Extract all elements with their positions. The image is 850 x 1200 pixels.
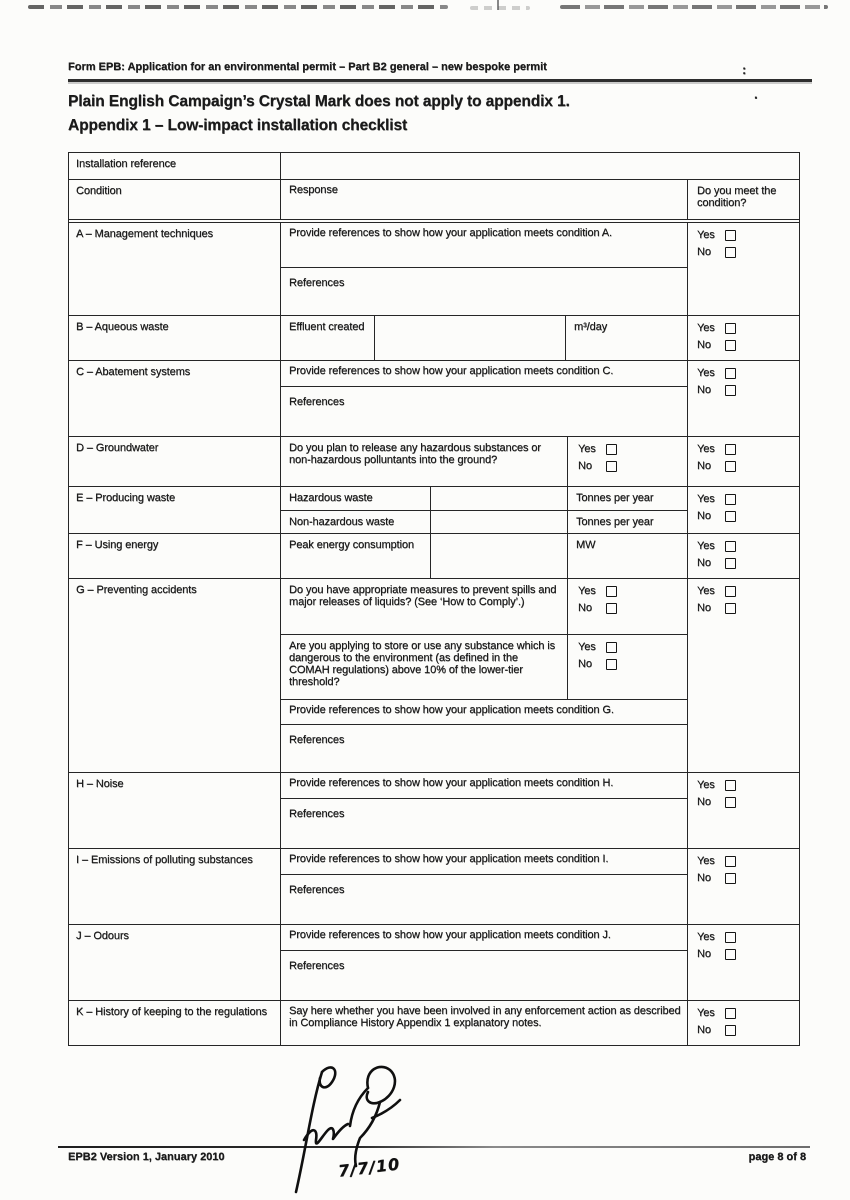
row-g-q1-yesno	[567, 579, 687, 634]
yes-label: Yes	[697, 322, 715, 334]
references-label: References	[289, 277, 345, 289]
yes-checkbox[interactable]	[725, 1008, 736, 1019]
installation-reference-value[interactable]	[281, 153, 799, 179]
row-h-references-cell[interactable]	[281, 798, 687, 848]
yes-checkbox[interactable]	[725, 230, 736, 241]
condition-e: E – Producing waste	[69, 487, 281, 533]
peak-energy-label: Peak energy consumption	[281, 534, 431, 578]
row-a-prompt: Provide references to show how your application meets condition A.	[289, 227, 612, 239]
row-d-meet-cell	[687, 437, 799, 486]
row-d-question: Do you plan to release any hazardous substances or non-hazardous polluntants into the ground?	[289, 442, 541, 466]
yes-checkbox[interactable]	[725, 780, 736, 791]
row-i-prompt-cell	[281, 849, 687, 874]
peak-energy-value-cell[interactable]	[431, 534, 567, 578]
yes-label: Yes	[697, 229, 715, 241]
row-f	[69, 533, 799, 578]
references-label: References	[289, 808, 345, 820]
appendix-title: Appendix 1 – Low-impact installation checklist	[68, 117, 408, 134]
form-header: Form EPB: Application for an environmental permit – Part B2 general – new bespoke permit	[68, 61, 547, 73]
yes-checkbox[interactable]	[725, 368, 736, 379]
row-i-prompt: Provide references to show how your application meets condition I.	[289, 853, 609, 865]
no-label: No	[697, 1024, 711, 1036]
scan-noise-tick	[497, 0, 499, 10]
condition-h: H – Noise	[69, 773, 281, 848]
row-k-prompt: Say here whether you have been involved in any enforcement action as described in Compliance History Appendix 1 explanatory notes.	[289, 1005, 681, 1029]
meet-yesno	[697, 540, 795, 569]
row-a-references-cell[interactable]	[281, 267, 687, 315]
no-checkbox[interactable]	[725, 247, 736, 258]
meet-column-header: Do you meet the condition?	[687, 180, 799, 219]
no-checkbox[interactable]	[725, 385, 736, 396]
hazardous-waste-unit: Tonnes per year	[567, 487, 687, 510]
footer-version: EPB2 Version 1, January 2010	[68, 1151, 225, 1163]
peak-energy-unit: MW	[567, 534, 687, 578]
yes-checkbox[interactable]	[725, 932, 736, 943]
non-hazardous-waste-label: Non-hazardous waste	[281, 511, 431, 533]
no-label: No	[697, 384, 711, 396]
references-label: References	[289, 960, 345, 972]
checklist-table	[68, 152, 800, 1046]
scan-artifact-dot: ·	[754, 90, 759, 105]
non-hazardous-waste-value-cell[interactable]	[431, 511, 567, 533]
row-g-question1: Do you have appropriate measures to prevent spills and major releases of liquids? (See ‘How to Comply’.)	[289, 584, 557, 608]
no-checkbox[interactable]	[725, 461, 736, 472]
row-a-prompt-cell	[281, 223, 687, 267]
row-i	[69, 848, 799, 924]
row-g	[69, 578, 799, 772]
row-k-meet-cell	[687, 1001, 799, 1045]
hazardous-waste-value-cell[interactable]	[431, 487, 567, 510]
no-checkbox[interactable]	[606, 603, 617, 614]
row-f-meet-cell	[687, 534, 799, 578]
condition-a: A – Management techniques	[69, 223, 281, 315]
row-g-question2: Are you applying to store or use any substance which is dangerous to the environment (as defined in the COMAH regulations) above 10% of the lower-tier threshold?	[289, 640, 555, 688]
row-e	[69, 486, 799, 533]
meet-yesno	[697, 855, 795, 884]
references-label: References	[289, 734, 345, 746]
yes-label: Yes	[697, 931, 715, 943]
yes-label: Yes	[697, 493, 715, 505]
condition-f: F – Using energy	[69, 534, 281, 578]
yes-checkbox[interactable]	[606, 586, 617, 597]
row-g-prompt: Provide references to show how your application meets condition G.	[289, 704, 614, 716]
hazardous-waste-label: Hazardous waste	[281, 487, 431, 510]
references-label: References	[289, 884, 345, 896]
scan-noise-line	[470, 6, 530, 10]
row-c-references-cell[interactable]	[281, 386, 687, 436]
no-checkbox[interactable]	[725, 1025, 736, 1036]
row-c-prompt-cell	[281, 361, 687, 386]
footer-page-number: page 8 of 8	[748, 1151, 806, 1163]
condition-b: B – Aqueous waste	[69, 316, 281, 360]
crystal-mark-note: Plain English Campaign’s Crystal Mark does not apply to appendix 1.	[68, 93, 570, 110]
no-checkbox[interactable]	[725, 558, 736, 569]
row-g-q2-yesno	[567, 635, 687, 699]
row-b-meet-cell	[687, 316, 799, 360]
row-d	[69, 436, 799, 486]
row-c-prompt: Provide references to show how your application meets condition C.	[289, 365, 614, 377]
row-g-meet-cell	[687, 579, 799, 772]
no-label: No	[697, 246, 711, 258]
yes-label: Yes	[578, 443, 596, 455]
no-label: No	[697, 460, 711, 472]
no-checkbox[interactable]	[725, 797, 736, 808]
row-h-meet-cell	[687, 773, 799, 848]
row-b	[69, 315, 799, 360]
yes-checkbox[interactable]	[725, 494, 736, 505]
meet-yesno	[697, 585, 795, 614]
meet-yesno	[697, 367, 795, 396]
row-g-references-cell[interactable]	[281, 724, 687, 772]
row-h-prompt: Provide references to show how your application meets condition H.	[289, 777, 614, 789]
yes-checkbox[interactable]	[725, 323, 736, 334]
yes-checkbox[interactable]	[606, 444, 617, 455]
meet-yesno	[697, 931, 795, 960]
yes-checkbox[interactable]	[725, 586, 736, 597]
row-j	[69, 924, 799, 1000]
row-h-prompt-cell	[281, 773, 687, 798]
condition-d: D – Groundwater	[69, 437, 281, 486]
no-label: No	[697, 557, 711, 569]
no-label: No	[697, 872, 711, 884]
no-checkbox[interactable]	[725, 949, 736, 960]
no-label: No	[697, 796, 711, 808]
condition-g: G – Preventing accidents	[69, 579, 281, 772]
non-hazardous-waste-unit: Tonnes per year	[567, 511, 687, 533]
row-i-references-cell[interactable]	[281, 874, 687, 924]
response-column-header: Response	[289, 184, 338, 196]
row-a	[69, 219, 799, 315]
condition-column-header: Condition	[69, 180, 281, 219]
effluent-created-label: Effluent created	[281, 316, 375, 360]
row-j-meet-cell	[687, 925, 799, 1000]
row-k	[69, 1000, 799, 1045]
condition-j: J – Odours	[69, 925, 281, 1000]
references-label: References	[289, 396, 345, 408]
meet-yesno	[697, 1007, 795, 1036]
footer-rule	[58, 1146, 810, 1148]
yes-label: Yes	[578, 641, 596, 653]
yes-checkbox[interactable]	[606, 642, 617, 653]
no-checkbox[interactable]	[606, 461, 617, 472]
no-label: No	[697, 510, 711, 522]
no-label: No	[697, 602, 711, 614]
condition-k: K – History of keeping to the regulations	[69, 1001, 281, 1045]
yes-checkbox[interactable]	[725, 541, 736, 552]
scan-noise-line	[28, 5, 448, 9]
meet-yesno	[697, 229, 795, 258]
yes-label: Yes	[697, 585, 715, 597]
row-h	[69, 772, 799, 848]
yes-label: Yes	[697, 367, 715, 379]
yes-checkbox[interactable]	[725, 856, 736, 867]
effluent-unit: m³/day	[565, 316, 687, 360]
no-label: No	[578, 658, 592, 670]
yes-label: Yes	[578, 585, 596, 597]
header-rule	[68, 79, 812, 82]
scan-artifact-colon: :	[742, 62, 747, 77]
condition-i: I – Emissions of polluting substances	[69, 849, 281, 924]
no-checkbox[interactable]	[725, 340, 736, 351]
row-c-meet-cell	[687, 361, 799, 436]
row-k-prompt-cell	[281, 1001, 687, 1045]
installation-reference-row	[69, 153, 799, 179]
no-checkbox[interactable]	[725, 873, 736, 884]
yes-label: Yes	[697, 443, 715, 455]
row-d-inline-yesno	[567, 437, 687, 486]
no-label: No	[578, 602, 592, 614]
meet-yesno	[697, 779, 795, 808]
row-j-prompt: Provide references to show how your application meets condition J.	[289, 929, 611, 941]
meet-yesno	[697, 493, 795, 522]
row-e-meet-cell	[687, 487, 799, 533]
yes-checkbox[interactable]	[725, 444, 736, 455]
row-j-prompt-cell	[281, 925, 687, 950]
effluent-value-cell[interactable]	[375, 316, 565, 360]
no-label: No	[697, 339, 711, 351]
scan-noise-line	[560, 5, 828, 9]
row-i-meet-cell	[687, 849, 799, 924]
meet-yesno	[697, 443, 795, 472]
no-label: No	[578, 460, 592, 472]
row-g-prompt-cell	[281, 699, 687, 724]
yes-label: Yes	[697, 779, 715, 791]
meet-yesno	[697, 322, 795, 351]
no-checkbox[interactable]	[606, 659, 617, 670]
no-checkbox[interactable]	[725, 511, 736, 522]
condition-c: C – Abatement systems	[69, 361, 281, 436]
row-j-references-cell[interactable]	[281, 950, 687, 1000]
row-a-meet-cell	[687, 223, 799, 315]
yes-label: Yes	[697, 1007, 715, 1019]
yes-label: Yes	[697, 540, 715, 552]
installation-reference-label: Installation reference	[69, 153, 281, 179]
yes-label: Yes	[697, 855, 715, 867]
no-checkbox[interactable]	[725, 603, 736, 614]
signature-date: 7/7/10	[337, 1154, 402, 1181]
no-label: No	[697, 948, 711, 960]
row-c	[69, 360, 799, 436]
column-header-row	[69, 179, 799, 219]
